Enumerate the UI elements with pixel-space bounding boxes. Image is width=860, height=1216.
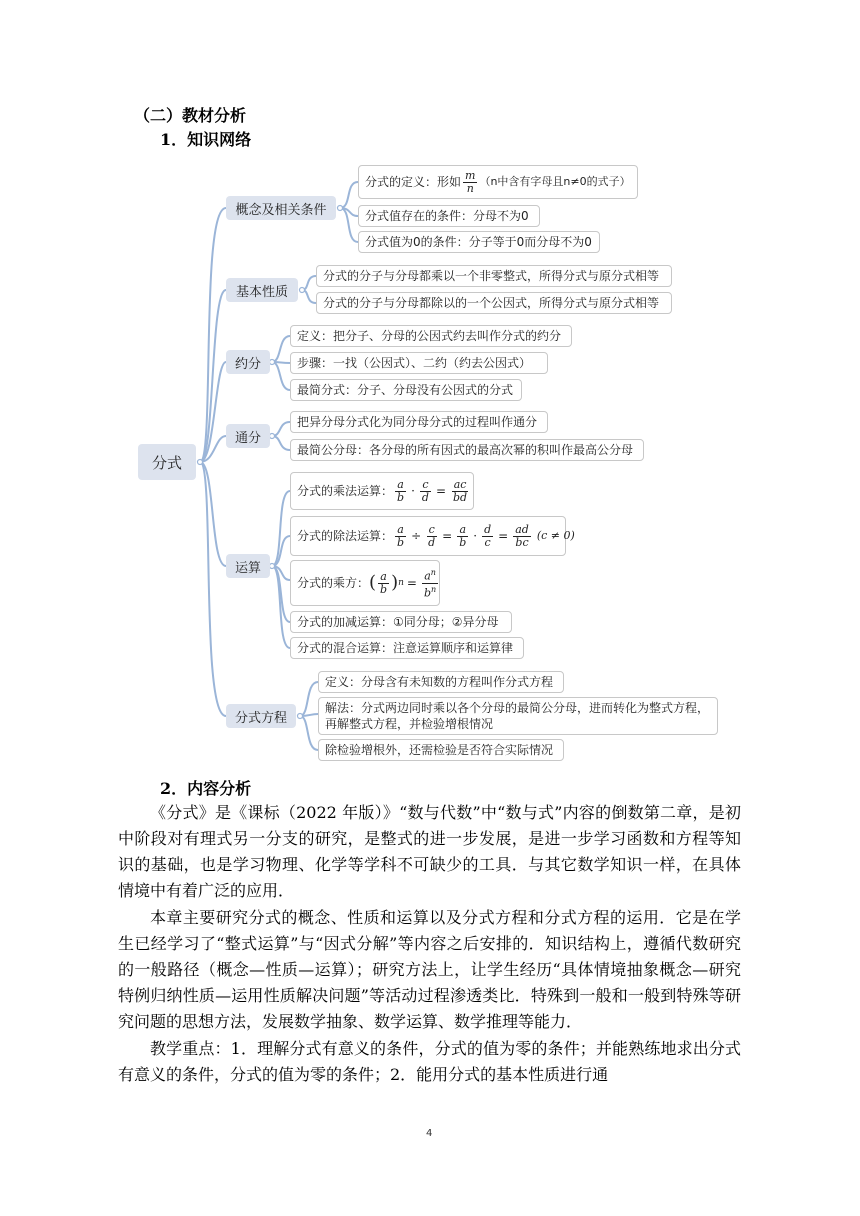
denominator: c: [484, 535, 491, 549]
exponent-n: n: [431, 584, 437, 594]
multiplication-label: 分式的乘法运算：: [297, 484, 394, 498]
denominator: bd: [453, 490, 468, 504]
category-property: 基本性质: [226, 278, 298, 302]
node-lcd: 最简公分母：各分母的所有因式的最高次幂的积叫作最高公分母: [290, 439, 644, 461]
node-value-zero: 分式值为0的条件：分子等于0而分母不为0: [358, 231, 600, 253]
numerator: ac: [453, 477, 467, 491]
category-reduce: 约分: [226, 350, 270, 374]
denominator: bc: [515, 535, 529, 549]
denominator: n: [466, 181, 474, 195]
paragraph-3: 教学重点：1．理解分式有意义的条件，分式的值为零的条件；并能熟练地求出分式有意义的条件，分式的值为零的条件；2．能用分式的基本性质进行通: [118, 1039, 741, 1084]
numerator: a: [397, 522, 404, 536]
node-mixed-operations: 分式的混合运算：注意运算顺序和运算律: [290, 637, 524, 659]
denominator: d: [428, 535, 436, 549]
definition-fraction: [463, 170, 477, 195]
division-condition: (c ≠ 0): [536, 529, 575, 542]
denominator: b: [397, 490, 405, 504]
paragraph-2: 本章主要研究分式的概念、性质和运算以及分式方程和分式方程的运用．它是在学生已经学习了“整式运算”与“因式分解”等内容之后安排的．知识结构上，遵循代数研究的一般路径（概念—性质—运算）；研究方法上，让学生经历“具体情境抽象概念—研究特例归纳性质—运用性质解决问题”等活动过程渗透类比．特殊到一般和一般到特殊等研究问题的思想方法，发展数学抽象、数学运算、数学推理等能力．: [118, 908, 741, 1031]
paren-close: ): [391, 572, 399, 593]
numerator: [422, 567, 438, 584]
fraction-d-c: [482, 524, 493, 549]
numerator: ad: [515, 522, 529, 536]
category-concept: 概念及相关条件: [226, 196, 336, 220]
numerator: d: [484, 522, 492, 536]
node-fraction-definition: [358, 165, 638, 199]
numerator: a: [459, 522, 467, 536]
exponent-n: n: [398, 578, 404, 588]
fraction-c-d: [426, 524, 437, 549]
fraction-a-b-2: [457, 524, 468, 549]
node-reduce-definition: 定义：把分子、分母的公因式约去叫作分式的约分: [290, 325, 572, 347]
root-node-fraction: 分式: [138, 444, 196, 480]
definition-suffix: （n中含有字母且n≠0的式子）: [479, 175, 631, 188]
definition-prefix: 分式的定义：形如: [365, 175, 462, 189]
denominator: b: [397, 535, 405, 549]
category-common-denominator: 通分: [226, 424, 270, 448]
section-heading: （二）教材分析: [134, 106, 247, 125]
numerator: a: [380, 569, 387, 583]
sub-heading-knowledge-network: 1．知识网络: [160, 130, 252, 149]
paren-fraction: (: [369, 572, 377, 593]
fraction-a-b: [395, 479, 406, 504]
equals-operator: =: [442, 529, 453, 543]
node-simplest-fraction: 最简分式：分子、分母没有公因式的分式: [290, 379, 522, 401]
category-operations: 运算: [226, 554, 270, 578]
solving-line-1: 解法：分式两边同时乘以各个分母的最简公分母，进而转化为整式方程，: [325, 701, 710, 715]
denominator: b: [459, 535, 467, 549]
times-operator: ·: [411, 484, 415, 498]
numerator: m: [465, 168, 476, 182]
node-add-subtract: 分式的加减运算：①同分母；②异分母: [290, 611, 512, 633]
equals-operator: =: [435, 484, 446, 498]
node-common-definition: 把异分母分式化为同分母分式的过程叫作通分: [290, 411, 548, 433]
node-property-multiply: 分式的分子与分母都乘以一个非零整式，所得分式与原分式相等: [316, 265, 672, 287]
numerator: a: [397, 477, 404, 491]
division-label: 分式的除法运算：: [297, 529, 394, 543]
fraction-ad-bc: [513, 524, 531, 549]
fraction-c-d: [420, 479, 431, 504]
solving-line-2: 再解整式方程，并检验增根情况: [325, 717, 494, 731]
page-number: 4: [426, 1128, 433, 1139]
fraction-ac-bd: [451, 479, 469, 504]
exponent-n: n: [430, 567, 436, 577]
node-equation-check: 除检验增根外，还需检验是否符合实际情况: [318, 739, 564, 761]
node-property-divide: 分式的分子与分母都除以的一个公因式，所得分式与原分式相等: [316, 292, 672, 314]
node-equation-solving: [318, 697, 718, 735]
denominator: b: [380, 582, 388, 596]
power-label: 分式的乘方：: [297, 576, 370, 590]
node-division: [290, 516, 575, 556]
fraction-a-b: [395, 524, 406, 549]
base-b: b: [423, 586, 432, 600]
numerator: c: [422, 477, 429, 491]
divide-operator: ÷: [411, 529, 422, 543]
node-reduce-steps: 步骤：一找（公因式）、二约（约去公因式）: [290, 352, 548, 374]
node-value-exists: 分式值存在的条件：分母不为0: [358, 205, 540, 227]
fraction-an-bn: [422, 567, 438, 599]
category-equation: 分式方程: [226, 704, 296, 728]
numerator: c: [428, 522, 435, 536]
equals-operator: =: [406, 576, 417, 590]
denominator: d: [421, 490, 429, 504]
node-multiplication: [290, 472, 474, 510]
denominator: [422, 584, 438, 600]
equals-operator: =: [498, 529, 509, 543]
fraction-a-b: [378, 571, 389, 596]
base-a: a: [424, 569, 431, 583]
times-operator: ·: [473, 529, 478, 543]
node-equation-definition: 定义：分母含有未知数的方程叫作分式方程: [318, 671, 564, 693]
node-power: [290, 560, 440, 606]
paragraph-1: 《分式》是《课标（2022 年版）》“数与代数”中“数与式”内容的倒数第二章，是初中阶段对有理式另一分支的研究，是整式的进一步发展，是进一步学习函数和方程等知识的基础，也是学习物理、化学等学科不可缺少的工具．与其它数学知识一样，在具体情境中有着广泛的应用．: [118, 803, 741, 900]
sub-heading-content-analysis: 2．内容分析: [160, 779, 252, 798]
